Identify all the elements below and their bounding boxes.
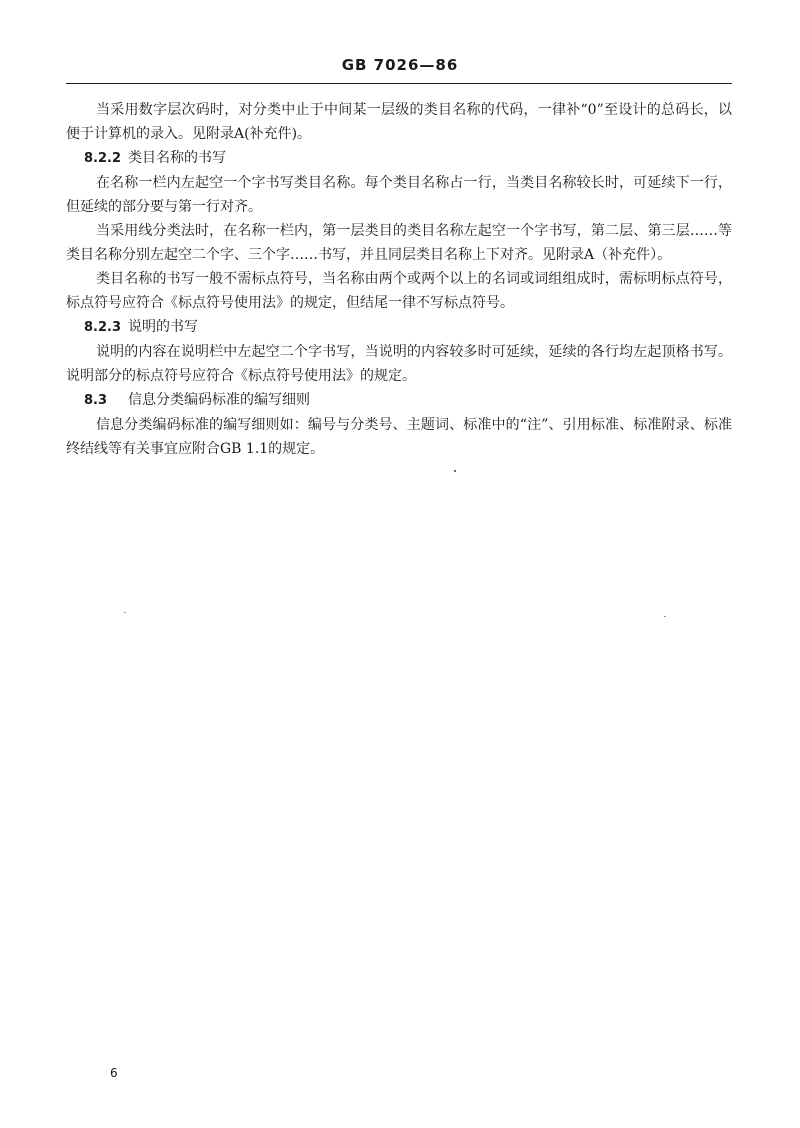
section-title: 信息分类编码标准的编写细则	[128, 392, 310, 408]
section-title: 类目名称的书写	[128, 150, 226, 166]
section-heading-8-2-3	[66, 315, 732, 340]
section-heading-8-3	[66, 388, 732, 413]
section-number: 8.2.2	[84, 151, 122, 166]
document-body	[66, 98, 732, 461]
section-number: 8.2.3	[84, 320, 122, 335]
page-number: 6	[110, 1066, 118, 1080]
header-rule	[66, 83, 732, 84]
section-title: 说明的书写	[128, 319, 198, 335]
paragraph-punctuation: 类目名称的书写一般不需标点符号，当名称由两个或两个以上的名词或词组组成时，需标明标点符号，标点符号应符合《标点符号使用法》的规定，但结尾一律不写标点符号。	[66, 271, 732, 311]
scan-speck	[454, 470, 456, 472]
paragraph-writing-rules: 信息分类编码标准的编写细则如：编号与分类号、主题词、标准中的“注”、引用标准、标准附录、标准终结线等有关事宜应附合GB 1.1的规定。	[66, 417, 732, 457]
scan-speck	[664, 616, 666, 617]
paragraph-description-writing: 说明的内容在说明栏中左起空二个字书写，当说明的内容较多时可延续，延续的各行均左起顶格书写。说明部分的标点符号应符合《标点符号使用法》的规定。	[66, 344, 732, 384]
scan-speck	[124, 612, 126, 613]
section-number: 8.3	[84, 393, 108, 408]
standard-number-header: GB 7026—86	[341, 56, 459, 74]
paragraph-line-classification: 当采用线分类法时，在名称一栏内，第一层类目的类目名称左起空一个字书写，第二层、第三层……等类目名称分别左起空二个字、三个字……书写，并且同层类目名称上下对齐。见附录A（补充件）。	[66, 223, 732, 263]
paragraph-name-column: 在名称一栏内左起空一个字书写类目名称。每个类目名称占一行，当类目名称较长时，可延续下一行，但延续的部分要与第一行对齐。	[66, 175, 732, 215]
paragraph-digit-code: 当采用数字层次码时，对分类中止于中间某一层级的类目名称的代码，一律补“0”至设计的总码长，以便于计算机的录入。见附录A(补充件)。	[66, 102, 732, 142]
section-heading-8-2-2	[66, 146, 732, 171]
